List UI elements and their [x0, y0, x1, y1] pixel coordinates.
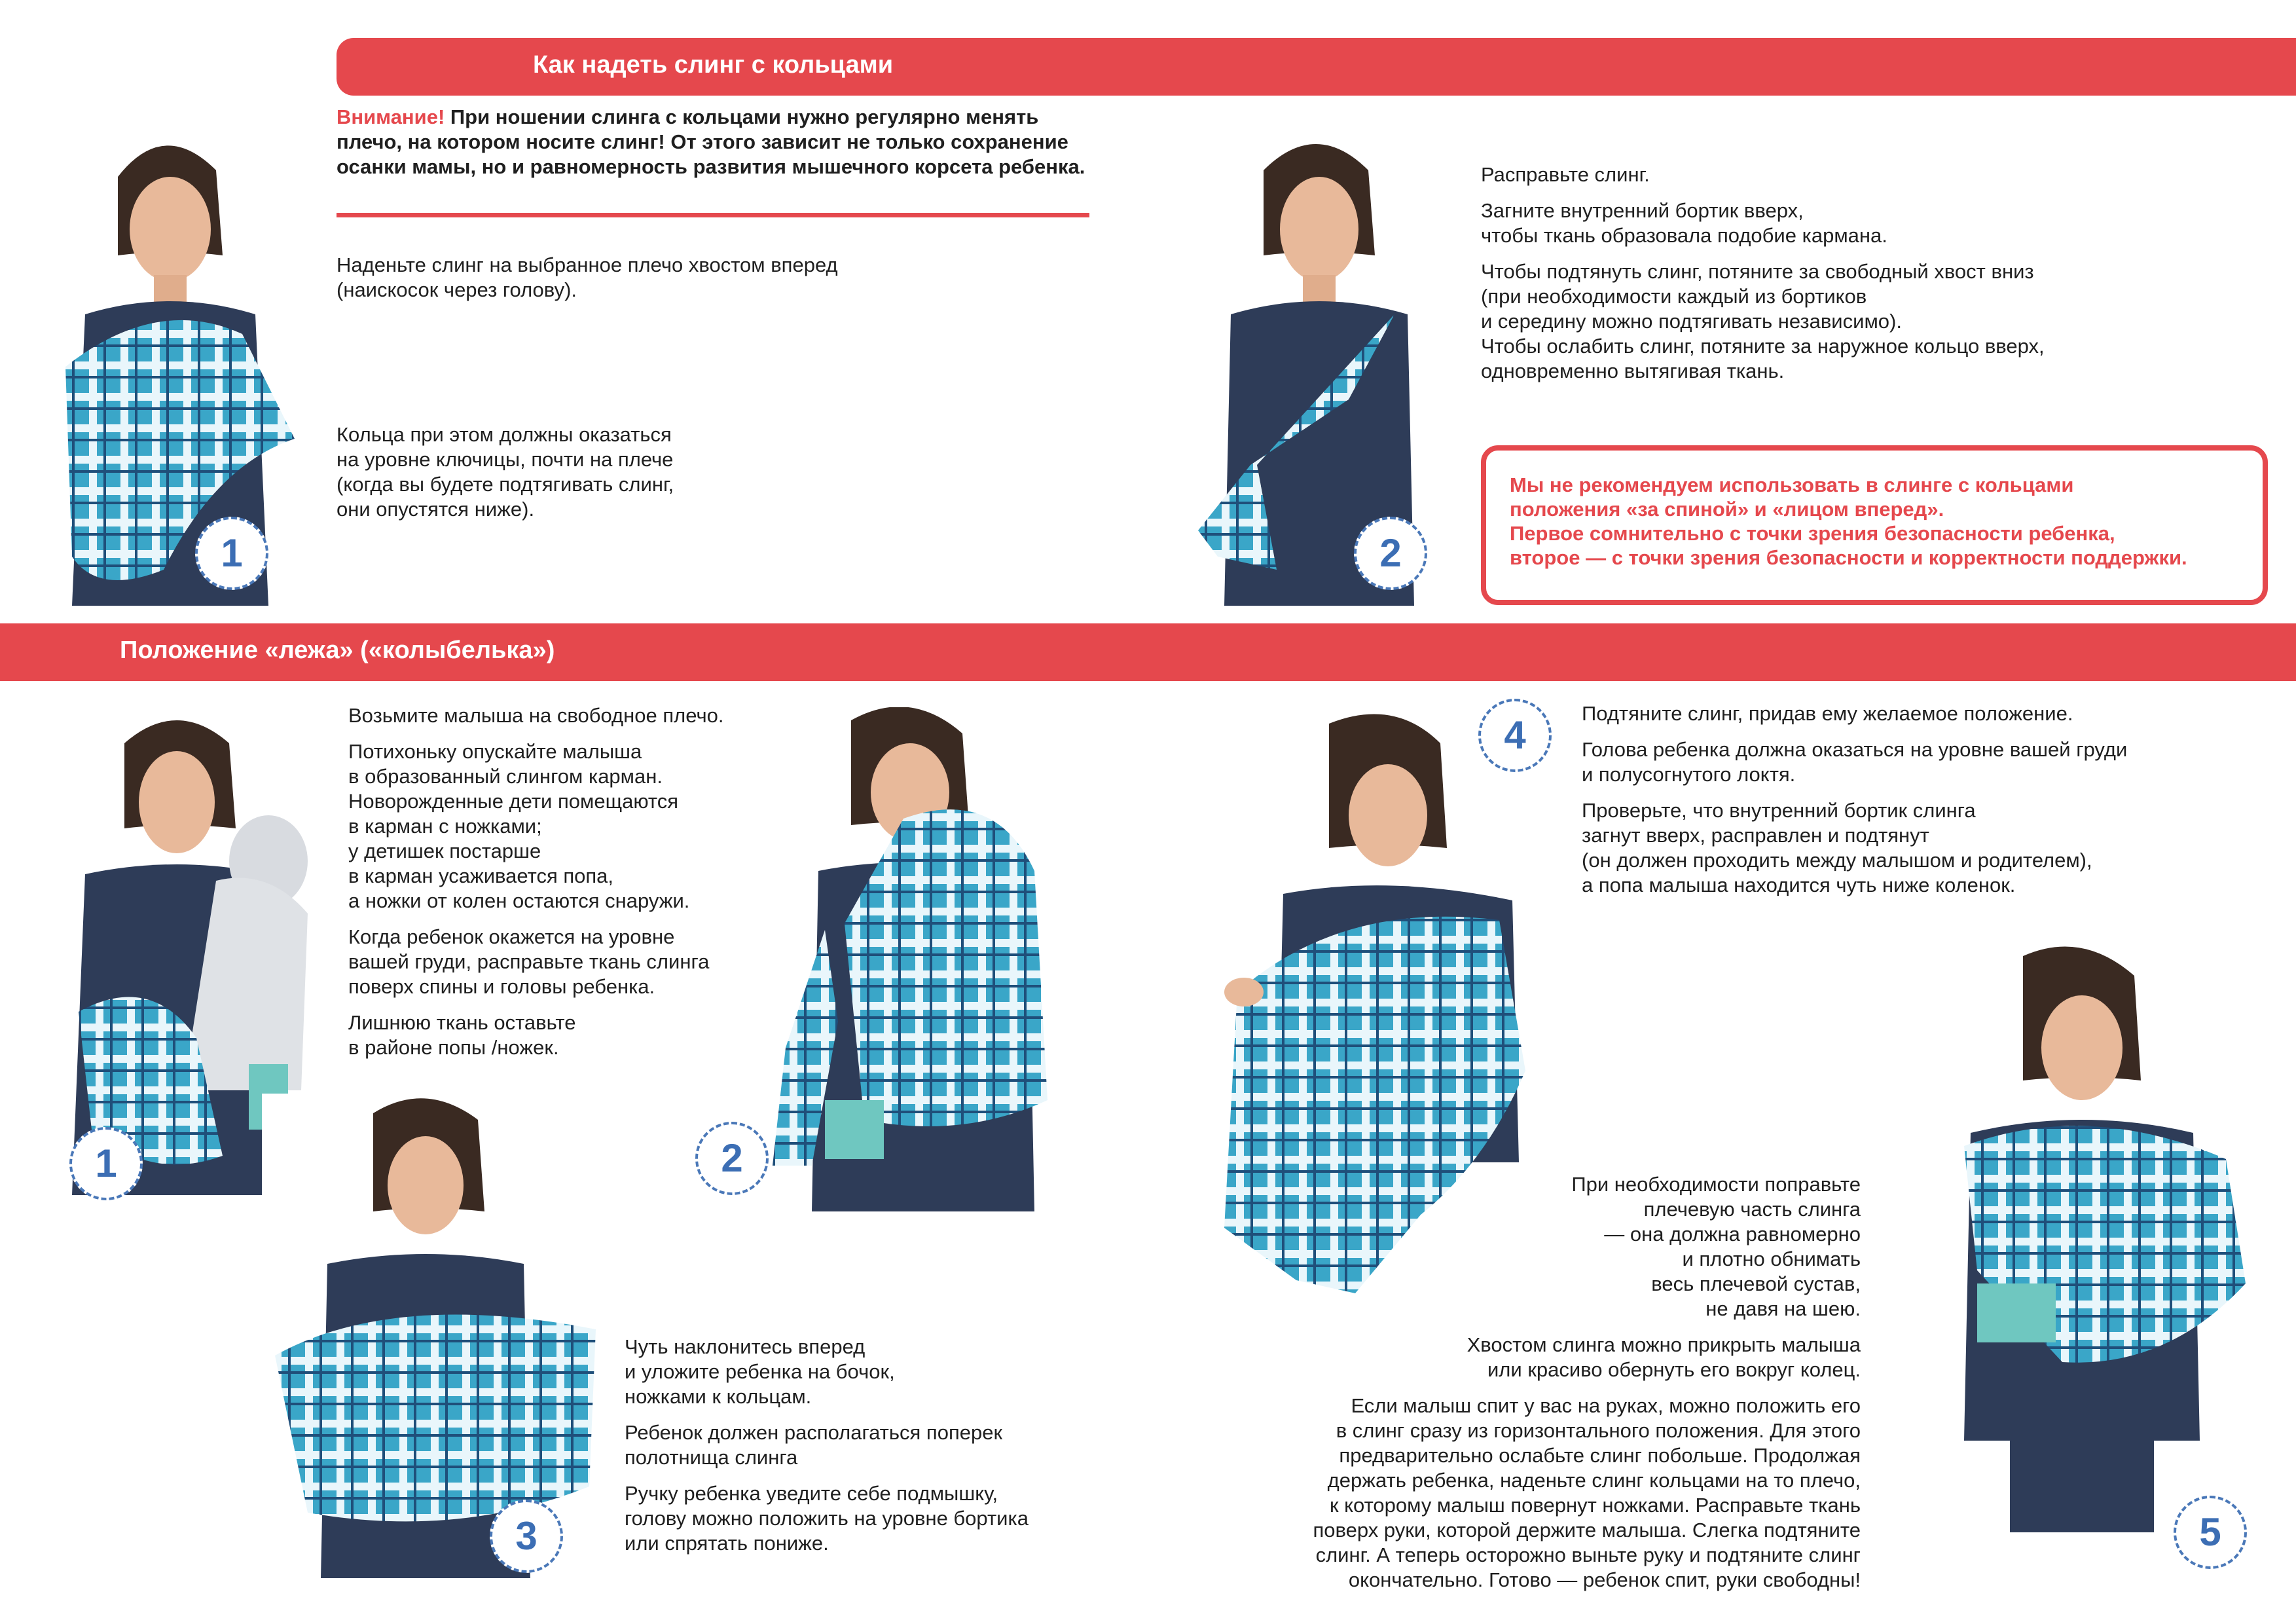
step-number-2-section1: 2	[1354, 517, 1427, 590]
section2-step3-text: Чуть наклонитесь вперед и уложите ребенка на бочок, ножками к кольцам. Ребенок должен располагаться поперек полотнища слинга Ручку ребенка уведите себе подмышку, голову можно положить на уровне бортика или спрятать пониже.	[625, 1335, 1029, 1555]
section1-step1-text-b: Кольца при этом должны оказаться на уровне ключицы, почти на плече (когда вы будете подтягивать слинг, они опустятся ниже).	[337, 423, 674, 521]
step-number-3-section2: 3	[490, 1500, 563, 1573]
photo-section2-step5	[1892, 943, 2259, 1585]
section1-step1-text-a: Наденьте слинг на выбранное плечо хвостом вперед (наискосок через голову).	[337, 253, 838, 301]
section1-header-banner	[337, 38, 2296, 96]
section2-header-banner	[0, 623, 2296, 681]
photo-section2-step3	[262, 1094, 602, 1578]
step-number-1-section1: 1	[195, 517, 268, 590]
step-number-5-section2: 5	[2174, 1496, 2247, 1569]
section2-title: Положение «лежа» («колыбелька»)	[120, 637, 555, 664]
step-number-4-section2: 4	[1478, 699, 1552, 772]
warning-paragraph	[337, 105, 1096, 179]
warning-underline	[337, 213, 1089, 217]
warning-label: Внимание!	[337, 105, 445, 128]
step-number-2-section2: 2	[695, 1122, 769, 1195]
section2-step4-text: Подтяните слинг, придав ему желаемое положение. Голова ребенка должна оказаться на уровне вашей груди и полусогнутого локтя. Проверьте, что внутренний бортик слинга загнут вверх, расправлен и подтянут (он должен проходить между малышом и родителем), а попа малыша находится чуть ниже коленок.	[1582, 702, 2128, 896]
section2-step1-text: Возьмите малыша на свободное плечо. Потихоньку опускайте малыша в образованный слингом карман. Новорожденные дети помещаются в карман с ножками; у детишек постарше в карман усаживается попа, а ножки от колен остаются снаружи. Когда ребенок окажется на уровне вашей груди, расправьте ткань слинга поверх спины и головы ребенка. Лишнюю ткань оставьте в районе попы /ножек.	[348, 704, 724, 1059]
section2-step5-text: При необходимости поправьте плечевую часть слинга — она должна равномерно и плотно обнимать весь плечевой сустав, не давя на шею. Хвостом слинга можно прикрыть малыша или красиво обернуть его вокруг колец. Если малыш спит у вас на руках, можно положить его в слинг сразу из горизонтального положения. Для этого предварительно ослабьте слинг побольше. Продолжая держать ребенка, наденьте слинг кольцами на то плечо, к которому малыш повернут ножками. Расправьте ткань поверх руки, которой держите малыша. Слегка подтяните слинг. А теперь осторожно выньте руку и подтяните слинг окончательно. Готово — ребенок спит, руки свободны!	[1313, 1173, 1861, 1591]
photo-section2-step2	[746, 707, 1087, 1211]
safety-notice-text: Мы не рекомендуем использовать в слинге с кольцами положения «за спиной» и «лицом вперед». Первое сомнительно с точки зрения безопасности ребенка, второе — с точки зрения безопасности и корректности поддержки.	[1510, 473, 2187, 569]
warning-text: При ношении слинга с кольцами нужно регулярно менять плечо, на котором носите слинг! От этого зависит не только сохранение осанки мамы, но и равномерность развития мышечного корсета ребенка.	[337, 105, 1085, 178]
section1-title: Как надеть слинг с кольцами	[533, 51, 894, 79]
step-number-1-section2: 1	[69, 1127, 143, 1200]
safety-notice-box	[1481, 445, 2268, 605]
section1-step2-text: Расправьте слинг. Загните внутренний бортик вверх, чтобы ткань образовала подобие кармана. Чтобы подтянуть слинг, потяните за свободный хвост вниз (при необходимости каждый из бортиков и середину можно подтягивать независимо). Чтобы ослабить слинг, потяните за наружное кольцо вверх, одновременно вытягивая ткань.	[1481, 163, 2045, 382]
